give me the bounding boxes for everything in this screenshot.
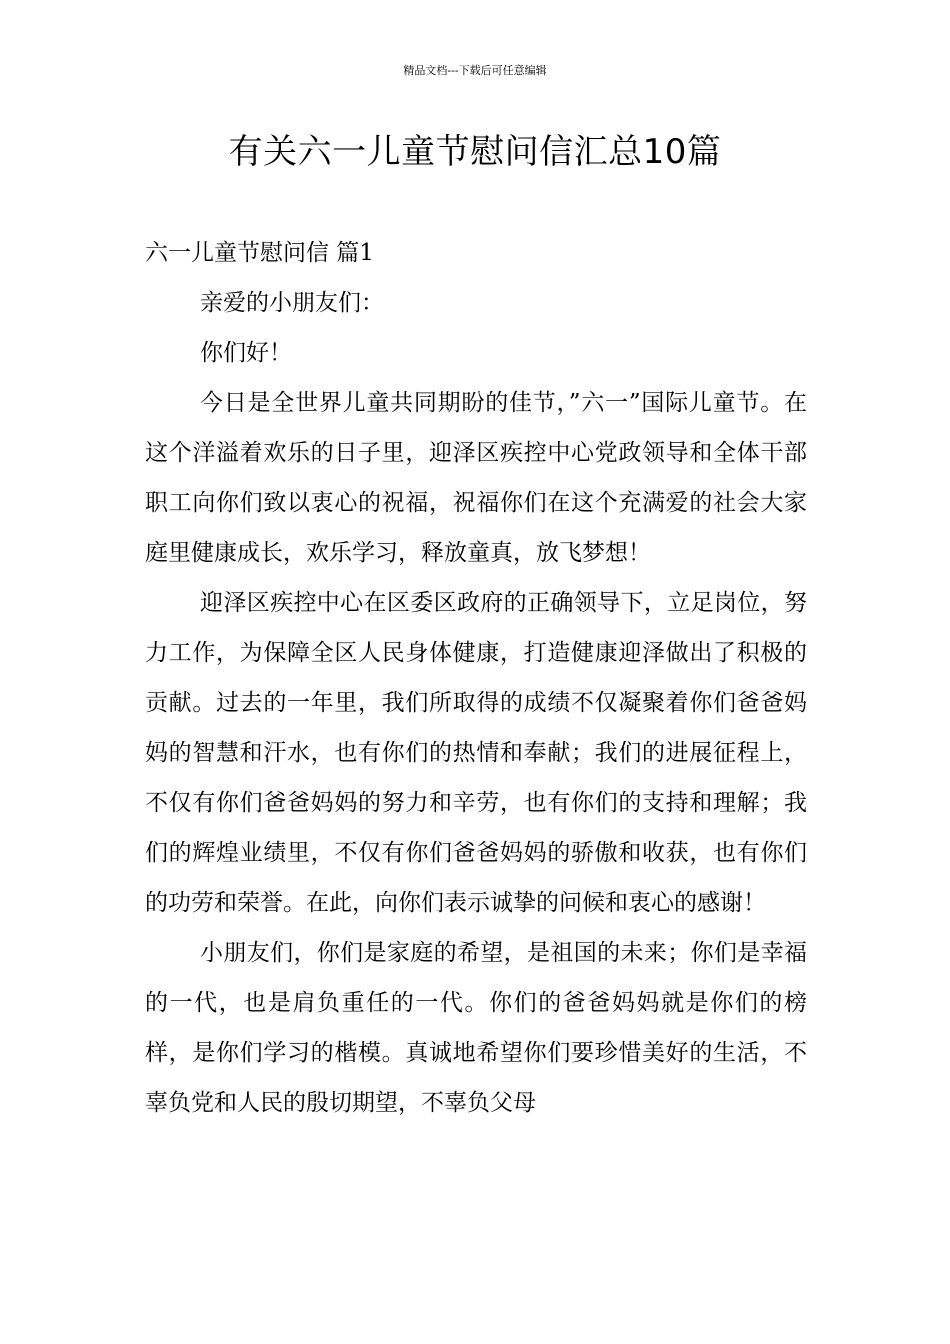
paragraph: 今日是全世界儿童共同期盼的佳节，”六一”国际儿童节。在这个洋溢着欢乐的日子里，迎泽区疾控中心党政领导和全体干部职工向你们致以衷心的祝福，祝福你们在这个充满爱的社会大家庭里健康成长，欢乐学习，释放童真，放飞梦想！: [145, 390, 807, 566]
paragraph: 小朋友们，你们是家庭的希望，是祖国的未来；你们是幸福的一代，也是肩负重任的一代。你们的爸爸妈妈就是你们的榜样，是你们学习的楷模。真诚地希望你们要珍惜美好的生活，不辜负党和人民的殷切期望，不辜负父母: [145, 940, 807, 1116]
header-note: 精品文档---下载后可任意编辑: [403, 64, 547, 77]
paragraph: 迎泽区疾控中心在区委区政府的正确领导下，立足岗位，努力工作，为保障全区人民身体健康，打造健康迎泽做出了积极的贡献。过去的一年里，我们所取得的成绩不仅凝聚着你们爸爸妈妈的智慧和汗水，也有你们的热情和奉献；我们的进展征程上，不仅有你们爸爸妈妈的努力和辛劳，也有你们的支持和理解；我们的辉煌业绩里，不仅有你们爸爸妈妈的骄傲和收获，也有你们的功劳和荣誉。在此，向你们表示诚挚的问候和衷心的感谢！: [145, 590, 807, 916]
section-heading: 六一儿童节慰问信 篇1: [145, 240, 374, 266]
greeting: 你们好！: [200, 340, 292, 366]
salutation: 亲爱的小朋友们：: [200, 290, 384, 316]
document-title: 有关六一儿童节慰问信汇总10篇: [228, 132, 722, 172]
document-body: [145, 228, 807, 1128]
